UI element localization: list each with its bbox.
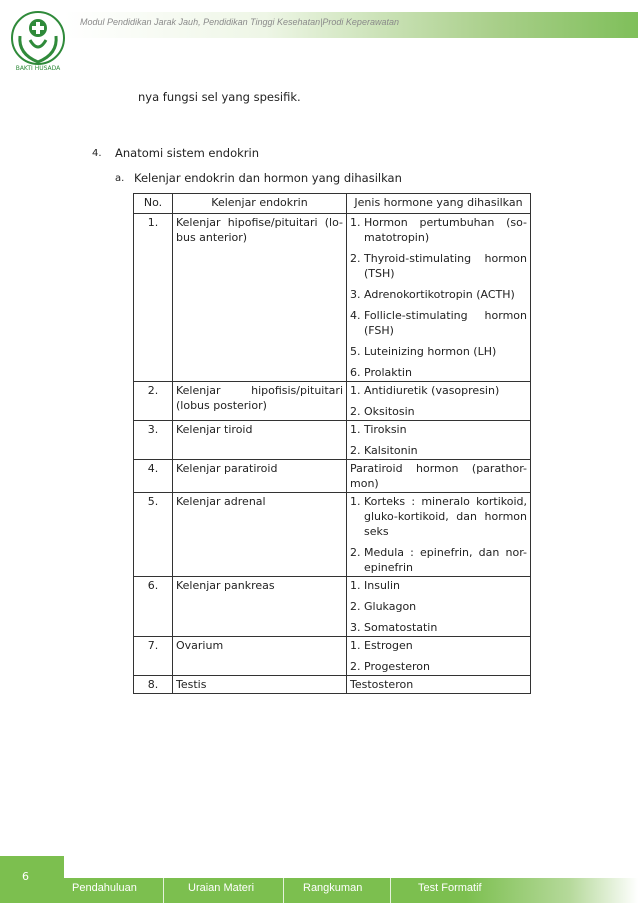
hormone-item-number: 6. [350,366,361,379]
hormone-item [350,578,527,593]
hormone-item-number: 3. [350,621,361,634]
hormone-item [350,422,527,437]
col-header-hormone: Jenis hormone yang dihasilkan [347,194,531,214]
hormone-item-text: Somatostatin [364,621,438,634]
hormone-item-number: 4. [350,309,361,322]
nav-separator [163,878,164,903]
hormone-item-number: 1. [350,216,361,229]
gland-name: Testis [173,676,347,694]
bakti-husada-logo [8,6,68,76]
table-row [134,577,531,637]
nav-rangkuman[interactable]: Rangkuman [303,882,363,894]
hormone-item-text: Follicle-stimulating hormon (FSH) [364,309,527,337]
gland-name: Kelenjar pankreas [173,577,347,637]
table-row [134,676,531,694]
hormone-item-number: 2. [350,444,361,457]
row-number: 5. [134,493,173,577]
hormone-item [350,494,527,539]
hormone-item-text: Thyroid-stimulating hormon (TSH) [364,252,527,280]
table-row [134,493,531,577]
gland-name: Kelenjar hipofise/pituitari (lo-bus anterior) [173,214,347,382]
hormone-list [347,676,531,694]
hormone-item-text: Progesteron [364,660,430,673]
endocrine-table [133,193,531,694]
hormone-item-number: 2. [350,405,361,418]
section-number: 4. [92,148,102,159]
hormone-item [350,659,527,674]
table-row [134,382,531,421]
hormone-item-text: Estrogen [364,639,413,652]
row-number: 6. [134,577,173,637]
hormone-item [350,344,527,359]
hormone-item-text: Insulin [364,579,401,592]
hormone-item-number: 1. [350,639,361,652]
nav-pendahuluan[interactable]: Pendahuluan [72,882,137,894]
hormone-item [350,251,527,281]
hormone-item-text: Tiroksin [364,423,407,436]
table-row [134,460,531,493]
row-number: 2. [134,382,173,421]
hormone-item [350,308,527,338]
hormone-list [347,460,531,493]
row-number: 4. [134,460,173,493]
nav-uraian-materi[interactable]: Uraian Materi [188,882,255,894]
hormone-item-text: Adrenokortikotropin (ACTH) [364,288,515,301]
gland-name: Ovarium [173,637,347,676]
hormone-item [350,461,527,491]
col-header-gland: Kelenjar endokrin [173,194,347,214]
gland-name: Kelenjar hipofisis/pituitari (lobus posterior) [173,382,347,421]
hormone-item [350,677,527,692]
hormone-list [347,421,531,460]
hormone-item-text: Paratiroid hormon (parathor-mon) [350,462,527,490]
header-title: Modul Pendidikan Jarak Jauh, Pendidikan Tinggi Kesehatan|Prodi Keperawatan [80,17,399,27]
gland-name: Kelenjar tiroid [173,421,347,460]
hormone-item [350,443,527,458]
hormone-item [350,620,527,635]
hormone-item [350,599,527,614]
hormone-list [347,382,531,421]
hormone-item-text: Antidiuretik (vasopresin) [364,384,500,397]
nav-test-formatif[interactable]: Test Formatif [418,882,482,894]
hormone-item-number: 1. [350,579,361,592]
row-number: 1. [134,214,173,382]
hormone-item-text: Oksitosin [364,405,415,418]
table-row [134,214,531,382]
hormone-item [350,287,527,302]
table-row [134,421,531,460]
gland-name: Kelenjar paratiroid [173,460,347,493]
hormone-item-text: Kalsitonin [364,444,418,457]
nav-separator [283,878,284,903]
hormone-list [347,577,531,637]
hormone-item-text: Testosteron [350,678,414,691]
table-row [134,637,531,676]
continuation-text: nya fungsi sel yang spesifik. [138,90,301,104]
hormone-item-number: 2. [350,252,361,265]
hormone-item-number: 5. [350,345,361,358]
gland-name: Kelenjar adrenal [173,493,347,577]
hormone-item-text: Glukagon [364,600,417,613]
hormone-item-text: Prolaktin [364,366,412,379]
hormone-item [350,638,527,653]
hormone-item-number: 2. [350,660,361,673]
subsection-title: Kelenjar endokrin dan hormon yang dihasilkan [134,171,402,185]
page-number-box [0,856,64,903]
hormone-item-number: 2. [350,600,361,613]
hormone-item [350,404,527,419]
nav-separator [390,878,391,903]
row-number: 7. [134,637,173,676]
hormone-list [347,637,531,676]
page-number: 6 [22,870,29,883]
hormone-item-text: Hormon pertumbuhan (so-matotropin) [364,216,527,244]
col-header-no: No. [134,194,173,214]
hormone-item-number: 1. [350,495,361,508]
hormone-item-number: 1. [350,423,361,436]
hormone-item-number: 1. [350,384,361,397]
hormone-item [350,215,527,245]
svg-text:BAKTI HUSADA: BAKTI HUSADA [15,65,61,72]
section-title: Anatomi sistem endokrin [115,146,259,160]
subsection-marker: a. [115,173,125,184]
hormone-item [350,545,527,575]
hormone-item-text: Korteks : mineralo kortikoid, gluko-kortikoid, dan hormon seks [364,495,527,538]
hormone-item [350,365,527,380]
hormone-item-number: 3. [350,288,361,301]
hormone-item [350,383,527,398]
hormone-list [347,214,531,382]
row-number: 3. [134,421,173,460]
hormone-item-text: Luteinizing hormon (LH) [364,345,497,358]
hormone-list [347,493,531,577]
table-header-row [134,194,531,214]
hormone-item-text: Medula : epinefrin, dan nor-epinefrin [364,546,527,574]
hormone-item-number: 2. [350,546,361,559]
row-number: 8. [134,676,173,694]
